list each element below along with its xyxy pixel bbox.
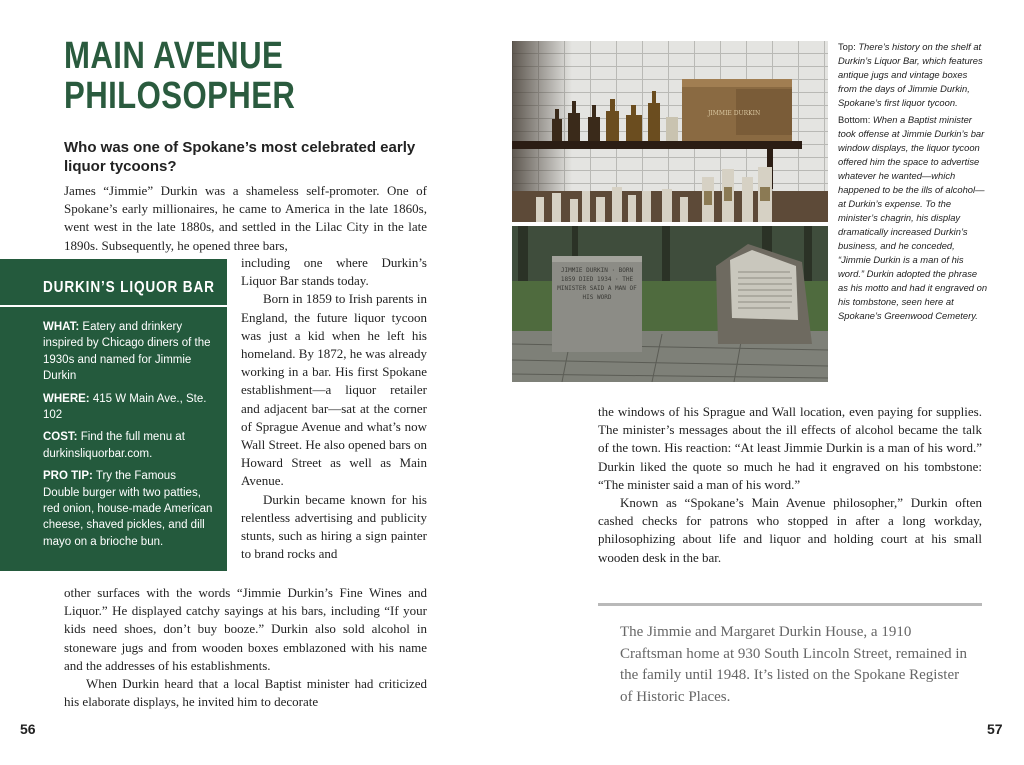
sidebar-entry-where — [43, 391, 213, 424]
where-label: WHERE: — [43, 392, 90, 405]
right-paragraph-1: the windows of his Sprague and Wall location, even paying for supplies. The minister’s messages about the ill effects of alcohol became the talk of the town. His reaction: “At least Jimmie Durkin is a man of his word.” Durkin liked the quote so much he had it engraved on his tombstone: “The minister said a man of his word.” — [598, 404, 982, 492]
page-number-left: 56 — [20, 721, 36, 737]
caption-bottom — [838, 113, 988, 323]
photo-liquor-shelf — [512, 41, 828, 222]
body-paragraph-intro: James “Jimmie” Durkin was a shameless self-promoter. One of Spokane’s early millionaires, he came to America in the late 1860s, went west in the late 1880s, and settled in the Lilac City in the late 1890s. Subsequently, he opened three bars, — [64, 183, 427, 253]
photo-tombstone — [512, 226, 828, 382]
title-line-1: MAIN AVENUE — [64, 35, 284, 77]
sidebar-entry-cost — [43, 429, 213, 462]
page-title — [64, 36, 295, 116]
right-paragraph-2: Known as “Spokane’s Main Avenue philosopher,” Durkin often cashed checks for patrons who stopped in after a long workday, philosophizing about life and liquor and holding court at his small wooden desk in the bar. — [598, 495, 982, 565]
cost-label: COST: — [43, 431, 78, 444]
right-body — [598, 403, 982, 567]
caption-top-label: Top: — [838, 41, 856, 52]
photo-caption — [838, 40, 988, 326]
crate-lettering: JIMMIE DURKIN — [708, 110, 761, 117]
where-text: 415 W Main Ave., Ste. 102 — [43, 392, 207, 422]
tip-text: Try the Famous Double burger with two patties, red onion, house-made American cheese, shaved pickles, and dill mayo on a brioche bun. — [43, 470, 213, 548]
subheading-question: Who was one of Spokane’s most celebrated early liquor tycoons? — [64, 139, 416, 175]
body-column — [241, 254, 427, 563]
caption-bottom-label: Bottom: — [838, 114, 871, 125]
body-paragraph-bottom2: When Durkin heard that a local Baptist minister had criticized his elaborate displays, he invited him to decorate — [64, 676, 427, 710]
callout-fact: The Jimmie and Margaret Durkin House, a 1910 Craftsman home at 930 South Lincoln Street, remained in the family until 1948. It’s listed on the Spokane Register of Historic Places. — [620, 624, 968, 705]
sidebar-title: DURKIN’S LIQUOR BAR — [43, 279, 215, 296]
what-label: WHAT: — [43, 321, 80, 333]
tip-label: PRO TIP: — [43, 470, 93, 483]
page-number-right: 57 — [987, 721, 1003, 737]
caption-top-text: There’s history on the shelf at Durkin’s Liquor Bar, which features antique jugs and vintage boxes from the days of Jimmie Durkin, Spokane’s first liquor tycoon. — [838, 41, 983, 108]
cost-text: Find the full menu at durkinsliquorbar.com. — [43, 431, 185, 460]
body-paragraph-col2: Born in 1859 to Irish parents in England, the future liquor tycoon was just a kid when he left his homeland. By 1872, he was already working in a bar. His first Spokane establishment—a liquor retailer and adjacent bar—sat at the corner of Sprague Avenue and what’s now Wall Street. He also opened bars on Howard Street as well as Main Avenue. — [241, 291, 427, 489]
sidebar-entry-tip — [43, 468, 213, 550]
tombstone-engraving: JIMMIE DURKIN · BORN 1859 DIED 1934 · THE MINISTER SAID A MAN OF HIS WORD — [557, 267, 637, 301]
sidebar-box — [0, 259, 227, 571]
body-paragraph-col3: Durkin became known for his relentless advertising and publicity stunts, such as hiring a sign painter to brand rocks and — [241, 491, 427, 562]
body-paragraph-bottom1: other surfaces with the words “Jimmie Durkin’s Fine Wines and Liquor.” He displayed catchy sayings at his bars, including “If your kids need shoes, don’t buy booze.” Durkin also sold alcohol in stoneware jugs and from wooden boxes emblazoned with his name and the addresses of his establishments. — [64, 585, 427, 673]
callout-divider — [598, 603, 982, 606]
sidebar-body — [43, 319, 213, 556]
body-bottom — [64, 584, 427, 711]
sidebar-divider — [0, 305, 227, 307]
what-text: Eatery and drinkery inspired by Chicago diners of the 1930s and named for Jimmie Durkin — [43, 321, 211, 383]
caption-top — [838, 40, 988, 110]
title-line-2: PHILOSOPHER — [64, 75, 296, 117]
caption-bottom-text: When a Baptist minister took offense at Jimmie Durkin’s bar window displays, the liquor tycoon offered him the space to advertise whatever he wanted—which happened to be the ills of alcohol—at Durkin’s expense. To the minister’s chagrin, his display dramatically increased Durkin’s business, and he conceded, “Jimmie Durkin is a man of his word.” Durkin adopted the phrase as his motto and had it engraved on his tombstone, seen here at Spokane’s Greenwood Cemetery. — [838, 114, 988, 321]
sidebar-entry-what — [43, 319, 213, 385]
body-paragraph-col1: including one where Durkin’s Liquor Bar stands today. — [241, 255, 427, 289]
